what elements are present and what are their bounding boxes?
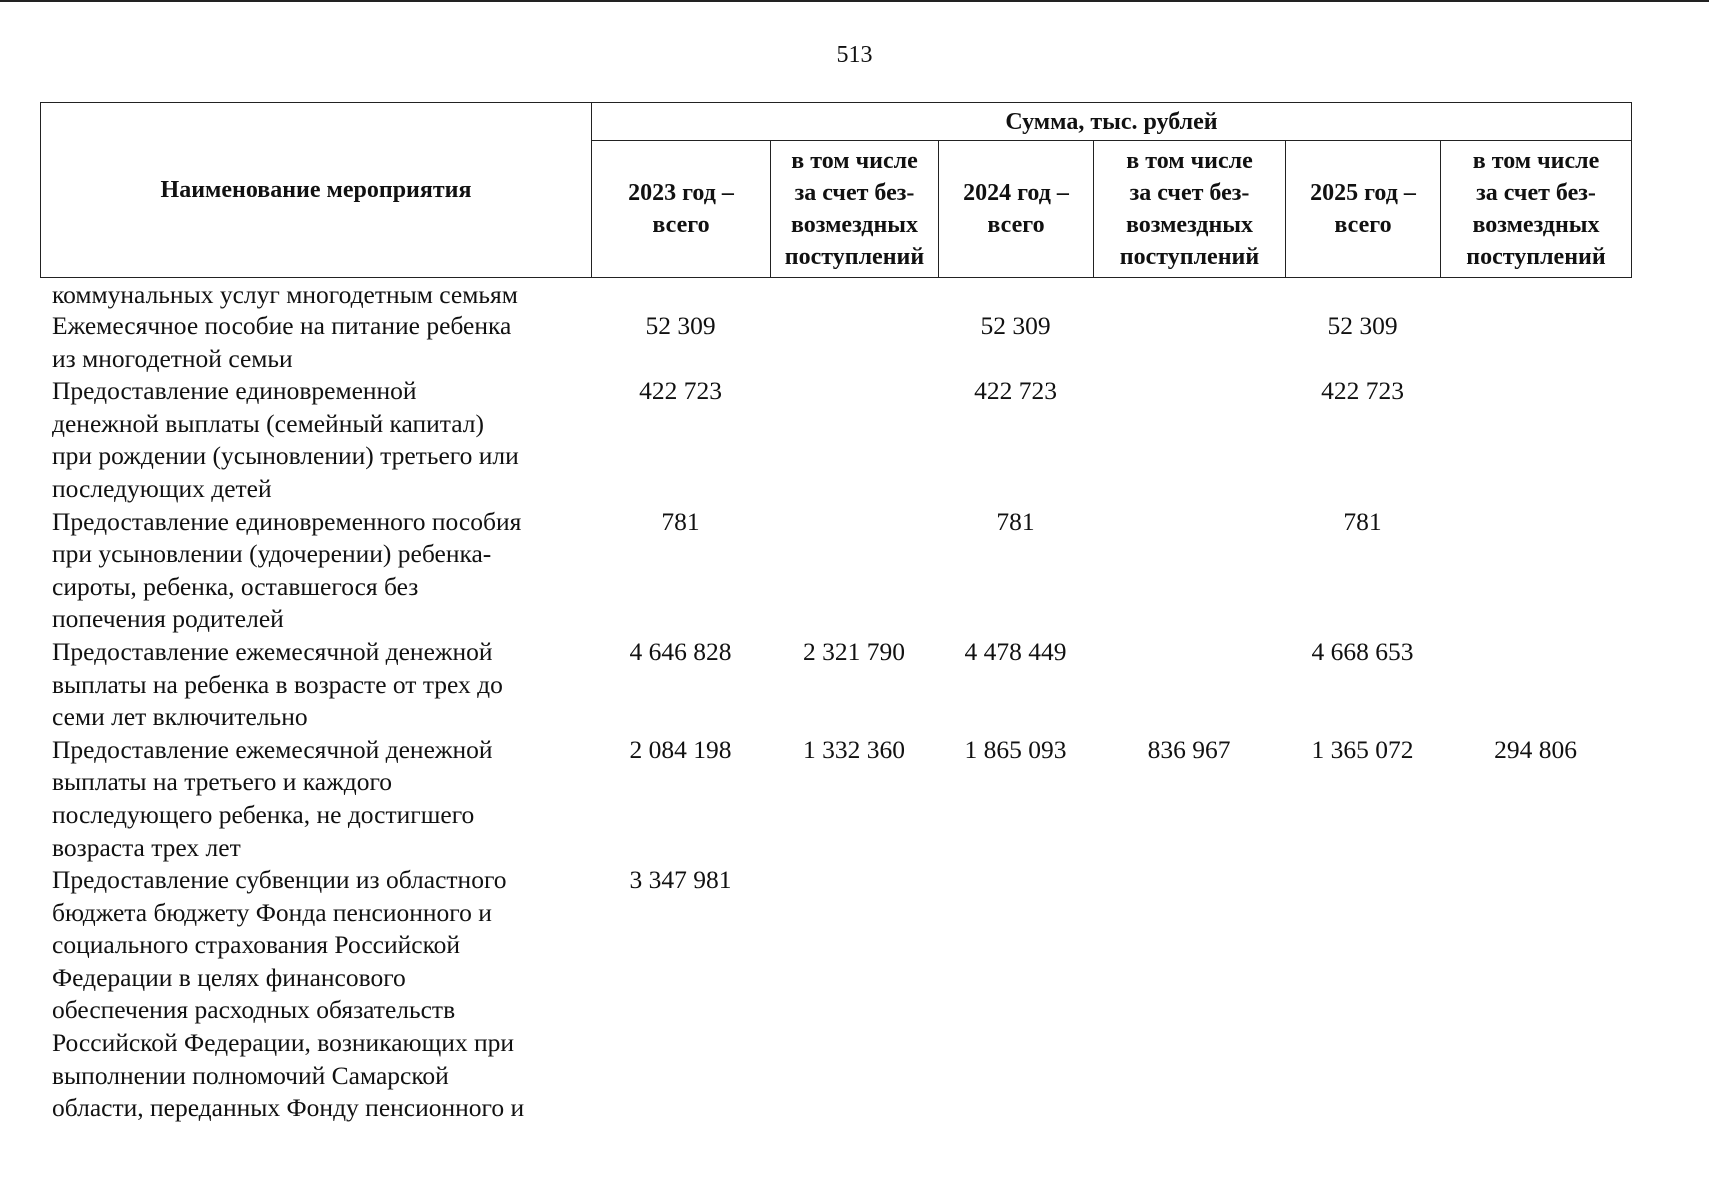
cell-2025-total: 4 668 653 bbox=[1311, 636, 1414, 666]
table-row bbox=[40, 375, 1631, 505]
cell-2024-total bbox=[938, 864, 1093, 1125]
cell-2024-gratuitous bbox=[1093, 375, 1285, 505]
cell-2025-gratuitous bbox=[1440, 636, 1631, 734]
cell-2024-total: 4 478 449 bbox=[964, 636, 1067, 666]
cell-2023-total bbox=[591, 280, 770, 310]
cell-2023-gratuitous bbox=[770, 375, 938, 505]
cell-2023-gratuitous bbox=[770, 280, 938, 310]
cell-2023-gratuitous bbox=[770, 864, 938, 1125]
cell-2023-gratuitous: 1 332 360 bbox=[803, 734, 905, 764]
cell-2025-total: 781 bbox=[1343, 506, 1382, 536]
header-col-2023-gratuitous: в том числе за счет без- возмездных поступлений bbox=[771, 141, 939, 278]
row-name: коммунальных услуг многодетным семьям bbox=[52, 280, 518, 309]
cell-2024-gratuitous: 836 967 bbox=[1147, 734, 1231, 764]
row-name: Предоставление единовременного пособия при усыновлении (удочерении) ребенка- сироты, ребенка, оставшегося без попечения родителей bbox=[52, 506, 522, 634]
cell-2023-gratuitous bbox=[770, 506, 938, 636]
cell-2025-gratuitous bbox=[1440, 310, 1631, 375]
table-row bbox=[40, 280, 1631, 310]
header-col-2024-total: 2024 год – всего bbox=[939, 141, 1094, 278]
cell-2025-gratuitous bbox=[1440, 375, 1631, 505]
cell-2024-total bbox=[938, 280, 1093, 310]
cell-2024-gratuitous bbox=[1093, 864, 1285, 1125]
table-row bbox=[40, 506, 1631, 636]
page-top-border bbox=[0, 0, 1709, 2]
cell-2025-gratuitous bbox=[1440, 864, 1631, 1125]
table-row bbox=[40, 636, 1631, 734]
header-col-2025-total: 2025 год – всего bbox=[1286, 141, 1441, 278]
row-name: Предоставление ежемесячной денежной выплаты на ребенка в возрасте от трех до семи лет включительно bbox=[52, 636, 503, 732]
cell-2023-total: 3 347 981 bbox=[629, 865, 732, 895]
page-number: 513 bbox=[836, 42, 873, 68]
cell-2023-total: 4 646 828 bbox=[629, 636, 732, 666]
cell-2025-total bbox=[1285, 280, 1440, 310]
cell-2024-total: 52 309 bbox=[980, 311, 1051, 340]
table-row bbox=[40, 734, 1631, 864]
cell-2024-gratuitous bbox=[1093, 506, 1285, 636]
cell-2025-total: 1 365 072 bbox=[1311, 734, 1414, 764]
table-header bbox=[40, 102, 1632, 278]
cell-2025-gratuitous bbox=[1440, 506, 1631, 636]
cell-2023-total: 781 bbox=[661, 506, 700, 536]
cell-2024-total: 781 bbox=[996, 506, 1035, 536]
table-body bbox=[40, 280, 1631, 1125]
row-name: Предоставление ежемесячной денежной выплаты на третьего и каждого последующего ребенка, не достигшего возраста трех лет bbox=[52, 734, 493, 862]
cell-2024-total: 422 723 bbox=[974, 376, 1057, 406]
header-col-2024-gratuitous: в том числе за счет без- возмездных поступлений bbox=[1094, 141, 1286, 278]
cell-2024-gratuitous bbox=[1093, 310, 1285, 375]
cell-2025-gratuitous: 294 806 bbox=[1494, 734, 1577, 764]
row-name: Ежемесячное пособие на питание ребенка из многодетной семьи bbox=[52, 311, 512, 373]
cell-2023-total: 2 084 198 bbox=[629, 734, 732, 764]
row-name: Предоставление субвенции из областного бюджета бюджету Фонда пенсионного и социального страхования Российской Федерации в целях финансового обеспечения расходных обязательств Российской Федерации, возникающих при выполнении полномочий Самарской области, переданных Фонду пенсионного и bbox=[52, 865, 525, 1123]
cell-2024-gratuitous bbox=[1093, 280, 1285, 310]
cell-2023-gratuitous: 2 321 790 bbox=[803, 636, 905, 666]
table-row bbox=[40, 864, 1631, 1125]
cell-2025-total bbox=[1285, 864, 1440, 1125]
cell-2025-total: 52 309 bbox=[1327, 311, 1398, 340]
header-name-column: Наименование мероприятия bbox=[41, 103, 592, 278]
header-col-2023-total: 2023 год – всего bbox=[592, 141, 771, 278]
cell-2025-total: 422 723 bbox=[1321, 376, 1404, 406]
cell-2023-total: 422 723 bbox=[639, 376, 722, 406]
header-sum-title: Сумма, тыс. рублей bbox=[592, 103, 1632, 141]
header-col-2025-gratuitous: в том числе за счет без- возмездных поступлений bbox=[1441, 141, 1632, 278]
cell-2024-total: 1 865 093 bbox=[964, 734, 1067, 764]
cell-2023-gratuitous bbox=[770, 310, 938, 375]
cell-2025-gratuitous bbox=[1440, 280, 1631, 310]
row-name: Предоставление единовременной денежной выплаты (семейный капитал) при рождении (усыновлении) третьего или последующих детей bbox=[52, 376, 519, 503]
table-row bbox=[40, 310, 1631, 375]
cell-2023-total: 52 309 bbox=[645, 311, 716, 340]
cell-2024-gratuitous bbox=[1093, 636, 1285, 734]
